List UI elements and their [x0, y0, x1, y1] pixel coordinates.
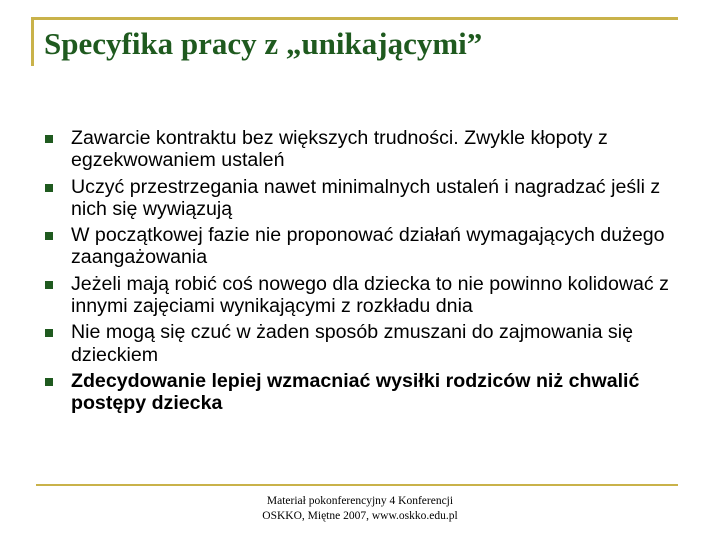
footer-line-2: OSKKO, Miętne 2007, www.oskko.edu.pl: [262, 510, 458, 522]
square-bullet-icon: [45, 378, 53, 386]
bullet-list: [45, 127, 685, 419]
bullet-item: [45, 176, 685, 221]
bullet-text: Uczyć przestrzegania nawet minimalnych ustaleń i nagradzać jeśli z nich się wywiązują: [71, 175, 661, 220]
footer-line-1: Materiał pokonferencyjny 4 Konferencji: [266, 495, 454, 507]
square-bullet-icon: [45, 184, 53, 192]
square-bullet-icon: [45, 232, 53, 240]
bullet-item: [45, 273, 685, 318]
bullet-text: Zawarcie kontraktu bez większych trudności. Zwykle kłopoty z egzekwowaniem ustaleń: [71, 127, 608, 172]
bullet-item-emphasized: [45, 370, 685, 415]
bullet-item: [45, 127, 685, 172]
left-frame-line: [31, 17, 34, 66]
square-bullet-icon: [45, 329, 53, 337]
bullet-item: [45, 224, 685, 269]
bullet-text: Jeżeli mają robić coś nowego dla dziecka to nie powinno kolidować z innymi zajęciami wynikającymi z rozkładu dnia: [71, 272, 669, 318]
footer: [0, 494, 720, 524]
square-bullet-icon: [45, 281, 53, 289]
bullet-text: W początkowej fazie nie proponować działań wymagających dużego zaangażowania: [71, 224, 665, 269]
bullet-item: [45, 321, 685, 366]
top-frame-line: [31, 17, 678, 20]
slide-title: Specyfika pracy z „unikającymi”: [44, 26, 483, 61]
square-bullet-icon: [45, 135, 53, 143]
footer-divider: [36, 484, 678, 486]
bullet-text: Zdecydowanie lepiej wzmacniać wysiłki rodziców niż chwalić postępy dziecka: [71, 369, 640, 415]
bullet-text: Nie mogą się czuć w żaden sposób zmuszani do zajmowania się dzieckiem: [71, 321, 633, 366]
